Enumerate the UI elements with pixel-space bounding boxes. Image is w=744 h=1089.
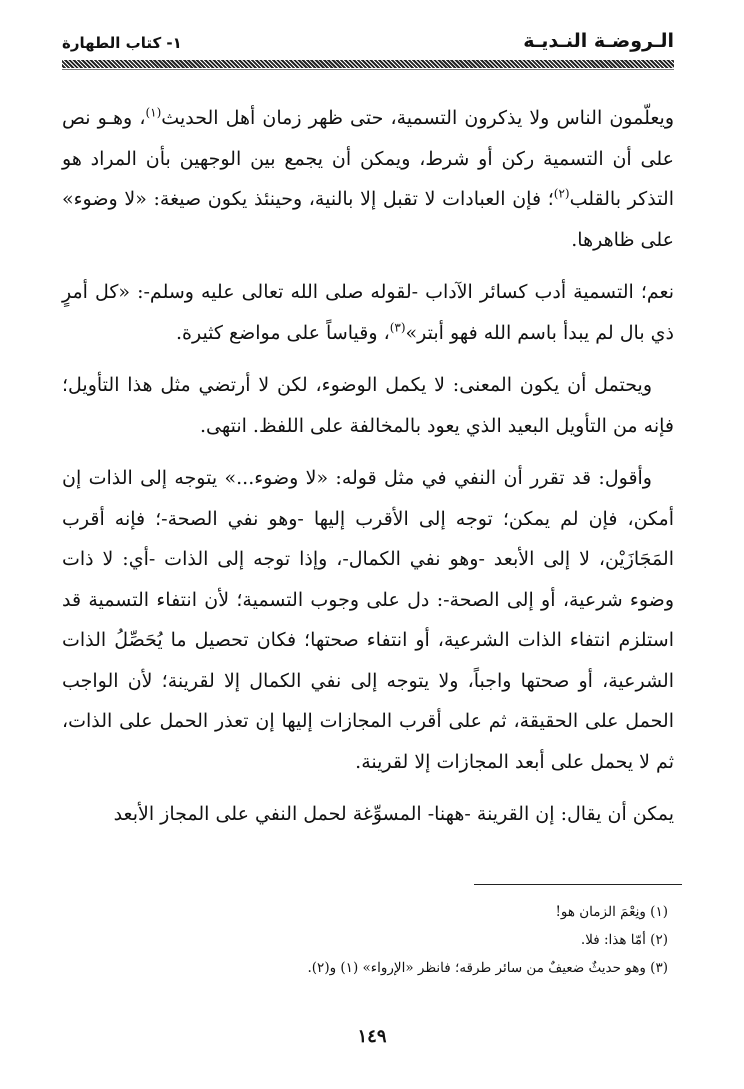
paragraph: وأقول: قد تقرر أن النفي في مثل قوله: «لا وضوء...» يتوجه إلى الذات إن أمكن، فإن لم يمكن؛ توجه إلى الأقرب إليها -وهو نفي الصحة-؛ فإنه أقرب المَجَازَيْن، لا إلى الأبعد -وهو نفي الكمال-، وإذا توجه إلى الذات -أي: لا ذات وضوء شرعية، أو إلى الصحة-: دل على وجوب التسمية؛ لأن انتفاء التسمية قد استلزم انتفاء الذات الشرعية، أو انتفاء صحتها؛ فكان تحصيل ما يُحَصِّلُ الذات الشرعية، أو صحتها واجباً، ولا يتوجه إلى نفي الكمال إلا لقرينة؛ لأن الواجب الحمل على الحقيقة، ثم على أقرب المجازات إليها إن تعذر الحمل على الذات، ثم لا يحمل على أبعد المجازات إلا لقرينة. [62, 467, 674, 773]
main-text [62, 98, 674, 847]
footnote-divider [474, 884, 682, 885]
footnote-ref: (٣) [389, 320, 406, 335]
paragraph: نعم؛ التسمية أدب كسائر الآداب -لقوله صلى الله تعالى عليه وسلم-: «كل أمرٍ ذي بال لم يبدأ باسم الله فهو أبتر»$^{(٣)}$، وقياساً على مواضع كثيرة. [62, 281, 674, 344]
footnotes [62, 898, 674, 982]
footnote-ref: (٢) [553, 186, 570, 201]
book-title: الـروضـة النـديـة [523, 30, 674, 52]
footnote: (٢) أمّا هذا: فلا. [580, 932, 668, 948]
running-header [62, 28, 674, 60]
paragraph: يمكن أن يقال: إن القرينة -ههنا- المسوِّغة لحمل النفي على المجاز الأبعد [113, 803, 674, 825]
footnote: (٣) وهو حديثٌ ضعيفٌ من سائر طرقه؛ فانظر «الإرواء» (١) و(٢). [307, 960, 668, 976]
chapter-title: ١- كتاب الطهارة [62, 34, 182, 52]
paragraph: ويحتمل أن يكون المعنى: لا يكمل الوضوء، لكن لا أرتضي مثل هذا التأويل؛ فإنه من التأويل البعيد الذي يعود بالمخالفة على اللفظ. انتهى. [62, 374, 674, 437]
footnote: (١) ونِعْمَ الزمان هو! [555, 904, 668, 920]
footnote-ref: (١) [145, 105, 162, 120]
header-divider-line [62, 69, 674, 70]
header-divider [62, 60, 674, 68]
paragraph: ويعلّمون الناس ولا يذكرون التسمية، حتى ظهر زمان أهل الحديث$^{(١)}$، وهـو نص على أن التسمية ركن أو شرط، ويمكن أن يجمع بين الوجهين بأن المراد هو التذكر بالقلب$^{(٢)}$؛ فإن العبادات لا تقبل إلا بالنية، وحينئذ يكون صيغة: «لا وضوء» على ظاهرها. [62, 105, 674, 251]
page-number: ١٤٩ [357, 1026, 387, 1047]
